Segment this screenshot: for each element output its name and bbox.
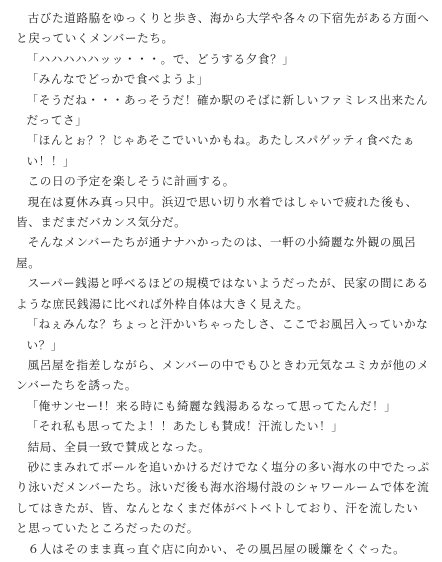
- paragraph-narration: この日の予定を楽しそうに計画する。: [27, 174, 235, 189]
- paragraph-dialogue: 「そうだね・・・あっそうだ！確か駅のそばに新しいファミレス出来たんだってさ」: [26, 92, 429, 128]
- paragraph-narration: 砂にまみれてボールを追いかけるだけでなく塩分の多い海水の中でたっぷり泳いだメンバーたち。泳いだ後も海水浴場付設のシャワールームで体を流してはきたが、皆、なんとなくまだ体がベトベトしており、汗を流したいと思っていたところだったのだ。: [16, 459, 430, 536]
- paragraph-narration: 結局、全員一致で賛成となった。: [27, 439, 211, 454]
- paragraph-narration: スーパー銭湯と呼べるほどの規模ではないようだったが、民家の間にあるような庶民銭湯に比べれば外枠自体は大きく見えた。: [16, 276, 429, 311]
- paragraph-narration: そんなメンバーたちが通ナナハかったのは、一軒の小綺麗な外観の風呂屋。: [16, 235, 417, 270]
- paragraph-dialogue: 「それ私も思ってたよ！！あたしも賛成！汗流したい！」: [26, 419, 344, 434]
- paragraph-narration: 古びた道路脇をゆっくりと歩き、海から大学や各々の下宿先がある方面へと戻っていくメンバーたち。: [16, 11, 430, 46]
- paragraph-narration: 風呂屋を指差しながら、メンバーの中でもひときわ元気なユミカが他のメンバーたちを誘った。: [16, 357, 430, 393]
- paragraph-narration: ６人はそのまま真っ直ぐ店に向かい、その風呂屋の暖簾をくぐった。: [27, 541, 406, 556]
- paragraph-dialogue: 「みんなでどっかで食べようよ」: [26, 72, 210, 87]
- paragraph-dialogue: 「ねぇみんな？ちょっと汗かいちゃったしさ、ここでお風呂入っていかない？」: [26, 317, 429, 352]
- paragraph-dialogue: 「俺サンセー!！来る時にも綺麗な銭湯あるなって思ってたんだ！」: [26, 398, 397, 413]
- story-text: [16, 8, 430, 559]
- paragraph-narration: 現在は夏休み真っ只中。浜辺で思い切り水着ではしゃいで疲れた後も、皆、まだまだバカンス気分だ。: [16, 194, 418, 230]
- paragraph-dialogue: 「ほんとぉ？？じゃあそこでいいかもね。あたしスパゲッティ食べたぁい！！」: [26, 133, 416, 168]
- paragraph-dialogue: 「ハハハハハッッ・・・。で、どうする夕食？」: [26, 51, 295, 66]
